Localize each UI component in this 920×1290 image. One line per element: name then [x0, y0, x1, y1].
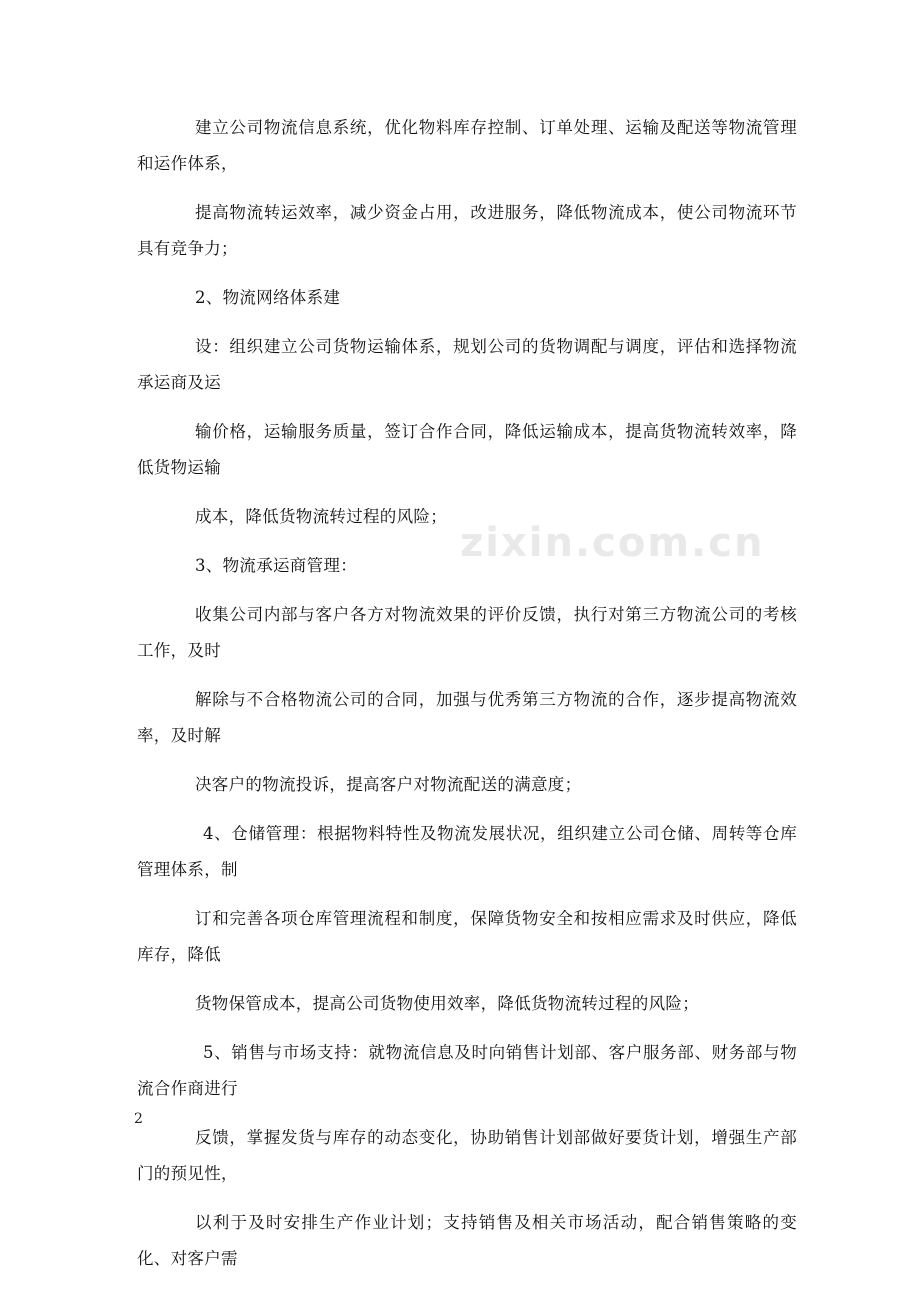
- paragraph: 5、销售与市场支持：就物流信息及时向销售计划部、客户服务部、财务部与物流合作商进行: [137, 1043, 797, 1098]
- body-text: [137, 110, 797, 1290]
- paragraph: 订和完善各项仓库管理流程和制度，保障货物安全和按相应需求及时供应，降低库存，降低: [137, 909, 797, 964]
- paragraph: 建立公司物流信息系统，优化物料库存控制、订单处理、运输及配送等物流管理和运作体系，: [137, 118, 797, 173]
- paragraph: 成本，降低货物流转过程的风险；: [195, 507, 447, 526]
- paragraph: 决客户的物流投诉，提高客户对物流配送的满意度；: [195, 775, 582, 794]
- paragraph: 输价格，运输服务质量，签订合作合同，降低运输成本，提高货物流转效率，降低货物运输: [137, 422, 797, 477]
- paragraph: 解除与不合格物流公司的合同，加强与优秀第三方物流的合作，逐步提高物流效率，及时解: [137, 690, 797, 745]
- paragraph: 4、仓储管理：根据物料特性及物流发展状况，组织建立公司仓储、周转等仓库管理体系，制: [137, 824, 797, 879]
- watermark: zixin.com.cn: [460, 520, 765, 566]
- paragraph: 收集公司内部与客户各方对物流效果的评价反馈，执行对第三方物流公司的考核工作，及时: [137, 605, 797, 660]
- paragraph: 以利于及时安排生产作业计划；支持销售及相关市场活动，配合销售策略的变化、对客户需: [137, 1213, 797, 1268]
- section-heading: 3、物流承运商管理：: [195, 556, 357, 575]
- paragraph: 反馈，掌握发货与库存的动态变化，协助销售计划部做好要货计划，增强生产部门的预见性，: [137, 1128, 797, 1183]
- paragraph: 货物保管成本，提高公司货物使用效率，降低货物流转过程的风险；: [195, 994, 699, 1013]
- paragraph: 设：组织建立公司货物运输体系，规划公司的货物调配与调度，评估和选择物流承运商及运: [137, 337, 797, 392]
- page-number: 2: [134, 1111, 143, 1127]
- section-heading: 2、物流网络体系建: [195, 288, 341, 307]
- paragraph: 提高物流转运效率，减少资金占用，改进服务，降低物流成本，使公司物流环节具有竞争力；: [137, 203, 797, 258]
